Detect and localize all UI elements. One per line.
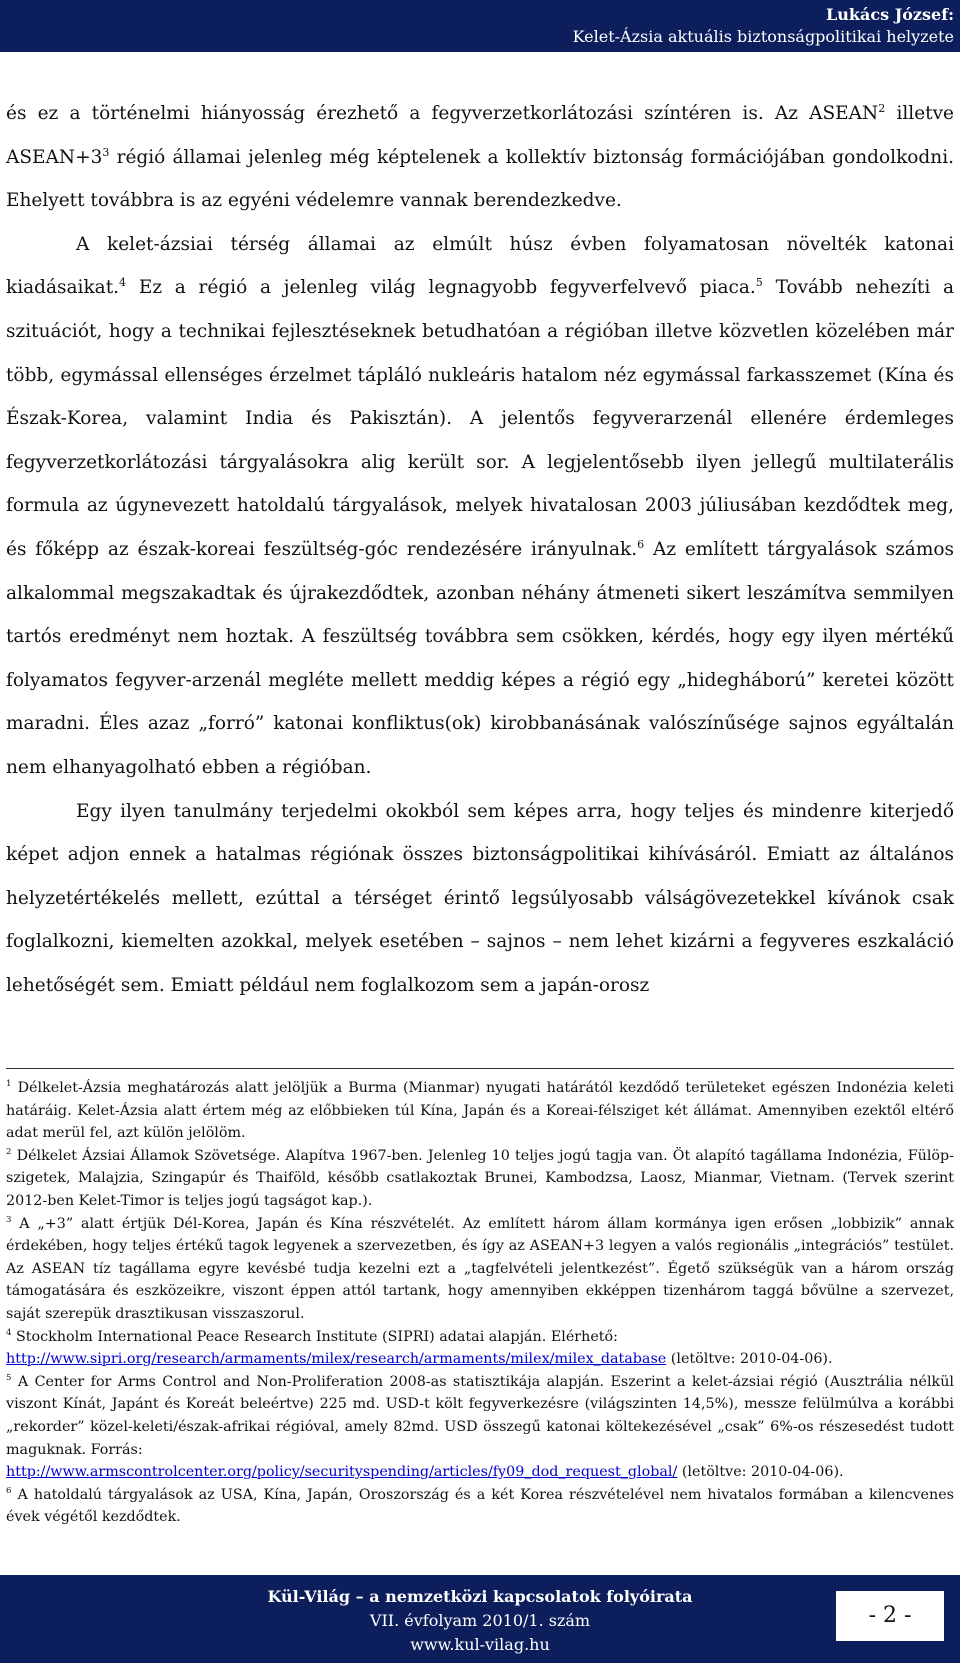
armscontrol-link[interactable]: http://www.armscontrolcenter.org/policy/securityspending/articles/fy09_dod_request_global/ — [6, 1464, 678, 1481]
footnote-text: Stockholm International Peace Research Institute (SIPRI) adatai alapján. Elérhető: — [11, 1328, 618, 1345]
footnote-6 — [6, 1484, 954, 1529]
footnote-text: A hatoldalú tárgyalások az USA, Kína, Japán, Oroszország és a két Korea részvételével nem hivatalos formában a kilencvenes évek végétől kezdődtek. — [6, 1486, 954, 1526]
footnote-text: Délkelet-Ázsia meghatározás alatt jelöljük a Burma (Mianmar) nyugati határától kezdődő területeket egészen Indonézia keleti határáig. Kelet-Ázsia alatt értem még az előbbieken túl Kína, Japán és a Koreai-félsziget két állámat. Amennyiben ezektől eltérő adat merül fel, azt külön jelölöm. — [6, 1080, 954, 1142]
footer-volume: VII. évfolyam 2010/1. szám — [369, 1611, 591, 1630]
footnote-ref-3: 3 — [102, 145, 110, 159]
p2-text-d: Az említett tárgyalások számos alkalommal megszakadtak és újrakezdődtek, azonban néhány átmeneti sikert leszámítva semmilyen tartós eredményt nem hoztak. A feszültség továbbra sem csökken, kérdés, hogy egy ilyen mértékű folyamatos fegyver-arzenál megléte mellett meddig képes a régió egy „hidegháború” keretei között maradni. Éles azaz „forró” katonai konfliktus(ok) kirobbanásának valószínűsége sajnos egyáltalán nem elhanyagolható ebben a régióban. — [6, 538, 954, 778]
p1-text-c: régió államai jelenleg még képtelenek a kollektív biztonság formációjában gondolkodni. Ehelyett továbbra is az egyéni védelemre vannak berendezkedve. — [6, 146, 954, 212]
footnote-number: 4 — [6, 1327, 12, 1338]
footnote-2 — [6, 1145, 954, 1213]
footnote-ref-4: 4 — [119, 276, 127, 290]
paragraph-3: Egy ilyen tanulmány terjedelmi okokból sem képes arra, hogy teljes és mindenre kiterjedő képet adjon ennek a hatalmas régiónak összes biztonságpolitikai kihívásáról. Emiatt az általános helyzetértékelés mellett, ezúttal a térséget érintő legsúlyosabb válságövezetekkel kívánok csak foglalkozni, kiemelten azokkal, melyek esetében – sajnos – nem lehet kizárni a fegyveres eszkaláció lehetőségét sem. Emiatt például nem foglalkozom sem a japán-orosz — [6, 800, 954, 996]
footnotes — [6, 1077, 954, 1529]
page-footer — [0, 1575, 960, 1663]
header-author: Lukács József: — [826, 5, 954, 24]
footnote-number: 2 — [6, 1147, 12, 1158]
footnote-ref-6: 6 — [637, 537, 645, 551]
page-number: - 2 - — [836, 1591, 944, 1641]
footnote-access-date: (letöltve: 2010-04-06). — [677, 1464, 844, 1481]
p1-text-a: és ez a történelmi hiányosság érezhető a fegyverzetkorlátozási színtéren is. Az ASEAN — [6, 103, 879, 124]
footnote-text: A Center for Arms Control and Non-Proliferation 2008-as statisztikája alapján. Eszerint a kelet-ázsiai régió (Ausztrália nélkül viszont Kínát, Japánt és Koreát beleértve) 225 md. USD-t költ fegyverkezésre (világszinten 14,5%), messze felülmúlva a korábbi „rekorder” közel-keleti/észak-afrikai régióval, amely 82md. USD összegű katonai költekezésével „csak” 6%-os részesedést tudott maguknak. Forrás: — [6, 1373, 954, 1458]
footnote-number: 6 — [6, 1485, 12, 1496]
p2-text-c: Tovább nehezíti a szituációt, hogy a technikai fejlesztéseknek betudhatóan a régióban illetve közvetlen közelében már több, egymással ellenséges érzelmet tápláló nukleáris hatalom néz egymással farkasszemet (Kína és Észak-Korea, valamint India és Pakisztán). A jelentős fegyverarzenál ellenére érdemleges fegyverzetkorlátozási tárgyalásokra alig került sor. A legjelentősebb ilyen jellegű multilaterális formula az úgynevezett hatoldalú tárgyalások, melyek hivatalosan 2003 júliusában kezdődtek meg, és főképp az észak-koreai feszültség-góc rendezésére irányulnak. — [6, 277, 954, 560]
footer-journal: Kül-Világ – a nemzetközi kapcsolatok folyóirata — [267, 1587, 693, 1606]
p2-text-b: Ez a régió a jelenleg világ legnagyobb fegyverfelvevő piaca. — [126, 277, 756, 299]
footer-info — [0, 1585, 960, 1657]
footnote-4 — [6, 1326, 954, 1371]
footnote-ref-2: 2 — [878, 101, 886, 115]
header-title: Kelet-Ázsia aktuális biztonságpolitikai helyzete — [572, 27, 954, 46]
p2-text-a: A kelet-ázsiai térség államai az elmúlt húsz évben folyamatosan növelték katonai kiadásaikat. — [6, 233, 954, 299]
footnote-5 — [6, 1371, 954, 1484]
page-header — [0, 0, 960, 52]
sipri-link[interactable]: http://www.sipri.org/research/armaments/milex/research/armaments/milex/milex_database — [6, 1351, 667, 1368]
paragraph-1 — [6, 92, 954, 223]
p1-text-b: illetve ASEAN+3 — [6, 103, 954, 168]
main-text — [6, 92, 954, 1007]
footnote-access-date: (letöltve: 2010-04-06). — [666, 1351, 833, 1368]
footnote-text: A „+3” alatt értjük Dél-Korea, Japán és Kína részvételét. Az említett három állam kormánya igen erősen „lobbizik” annak érdekében, hogy teljes értékű tagok legyenek a szervezetben, és így az ASEAN+3 legyen a valós regionális „integrációs” testület. Az ASEAN tíz tagállama egyre kevésbé tudja kezelni ezt a „tagfelvételi jelentkezést”. Égető szükségük van a három ország támogatására és eszközeikre, viszont éppen attól tartank, hogy amennyiben ekképpen tizenhárom taggá bővülne a szervezet, saját szerepük drasztikusan visszaszorul. — [6, 1215, 954, 1322]
footer-website: www.kul-vilag.hu — [410, 1635, 550, 1654]
paragraph-2 — [6, 223, 954, 790]
footnote-ref-5: 5 — [755, 276, 763, 290]
footnote-number: 1 — [6, 1079, 12, 1090]
footnote-divider — [6, 1068, 954, 1069]
footnote-number: 5 — [6, 1372, 12, 1383]
footnote-text: Délkelet Ázsiai Államok Szövetsége. Alapítva 1967-ben. Jelenleg 10 teljes jogú tagja van. Öt alapító tagállama Indonézia, Fülöp-szigetek, Malajzia, Szingapúr és Thaiföld, később csatlakoztak Brunei, Kambodzsa, Laosz, Mianmar, Vietnam. (Tervek szerint 2012-ben Kelet-Timor is teljes jogú tagságot kap.). — [6, 1147, 954, 1209]
footnote-1 — [6, 1077, 954, 1145]
footnote-3 — [6, 1213, 954, 1326]
footnote-number: 3 — [6, 1214, 12, 1225]
